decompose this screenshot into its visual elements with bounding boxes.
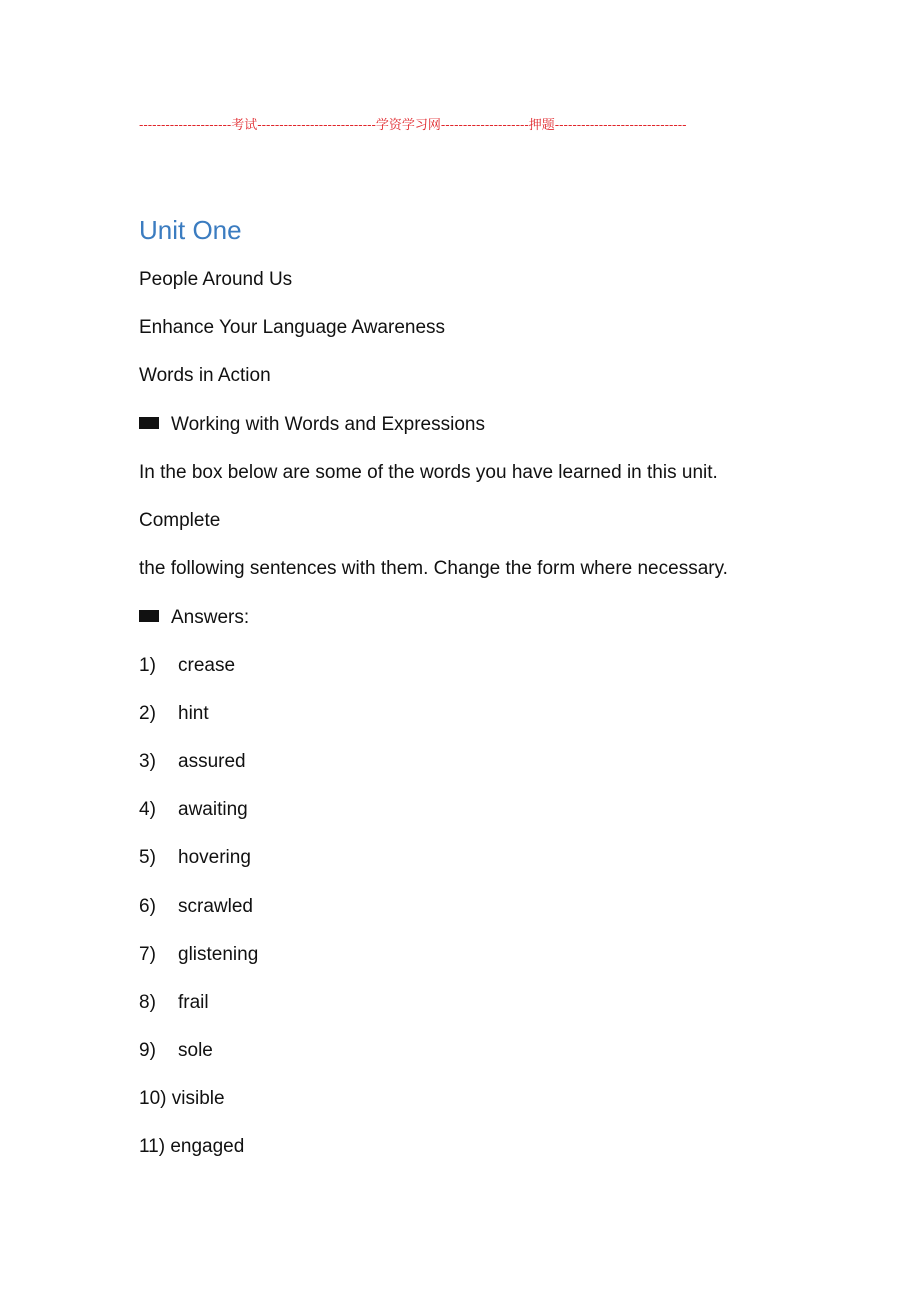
answer-item: [139, 751, 246, 773]
answer-number: 1): [139, 655, 156, 676]
answer-word: crease: [178, 655, 236, 676]
exercise-title: Working with Words and Expressions: [171, 414, 485, 435]
square-bullet-icon: [139, 417, 159, 429]
answer-item: [139, 847, 251, 869]
answer-item: [139, 799, 248, 821]
answer-word: scrawled: [178, 896, 253, 917]
answer-item: [139, 703, 209, 725]
answer-item: [139, 1040, 213, 1062]
square-bullet-icon: [139, 610, 159, 622]
answer-word: hovering: [178, 847, 251, 868]
instruction-line-3: the following sentences with them. Change the form where necessary.: [139, 558, 728, 579]
answers-label: Answers:: [171, 607, 250, 628]
answer-number: 6): [139, 896, 156, 917]
subsection-heading: Words in Action: [139, 365, 271, 386]
header-word-exam: 考试: [231, 118, 258, 133]
answer-word: assured: [178, 751, 246, 772]
answer-number: 8): [139, 992, 156, 1013]
answer-number: 4): [139, 799, 156, 820]
unit-subtitle: People Around Us: [139, 269, 293, 290]
answer-word: engaged: [170, 1136, 245, 1157]
instruction-line-2: Complete: [139, 510, 221, 531]
answer-word: frail: [178, 992, 209, 1013]
answer-word: visible: [171, 1088, 225, 1109]
header-word-predict: 押题: [528, 118, 555, 133]
answer-item: [139, 1136, 244, 1158]
answer-item: [139, 1088, 225, 1110]
answer-number: 3): [139, 751, 156, 772]
header-dashes-2: ---------------------------: [257, 118, 376, 133]
instruction-line-1: In the box below are some of the words you have learned in this unit.: [139, 462, 718, 483]
answer-item: [139, 992, 209, 1014]
section-heading: Enhance Your Language Awareness: [139, 317, 446, 338]
answer-number: 9): [139, 1040, 156, 1061]
header-dashes-4: ------------------------------: [554, 118, 687, 133]
answer-item: [139, 655, 235, 677]
answer-word: hint: [178, 703, 209, 724]
answer-number: 11): [139, 1136, 166, 1157]
answer-word: awaiting: [178, 799, 248, 820]
header-word-site: 学资学习网: [375, 118, 441, 133]
answer-item: [139, 944, 258, 966]
answer-number: 7): [139, 944, 156, 965]
header-dashes-1: ---------------------: [139, 118, 232, 133]
header-dashes-3: --------------------: [440, 118, 529, 133]
answer-number: 5): [139, 847, 156, 868]
exercise-heading: [139, 414, 485, 436]
answer-item: [139, 896, 253, 918]
exam-header-banner: [139, 114, 779, 133]
answer-word: sole: [178, 1040, 213, 1061]
answer-number: 10): [139, 1088, 167, 1109]
answers-heading: [139, 607, 249, 629]
answer-number: 2): [139, 703, 156, 724]
unit-title: Unit One: [139, 215, 242, 245]
answer-word: glistening: [178, 944, 259, 965]
